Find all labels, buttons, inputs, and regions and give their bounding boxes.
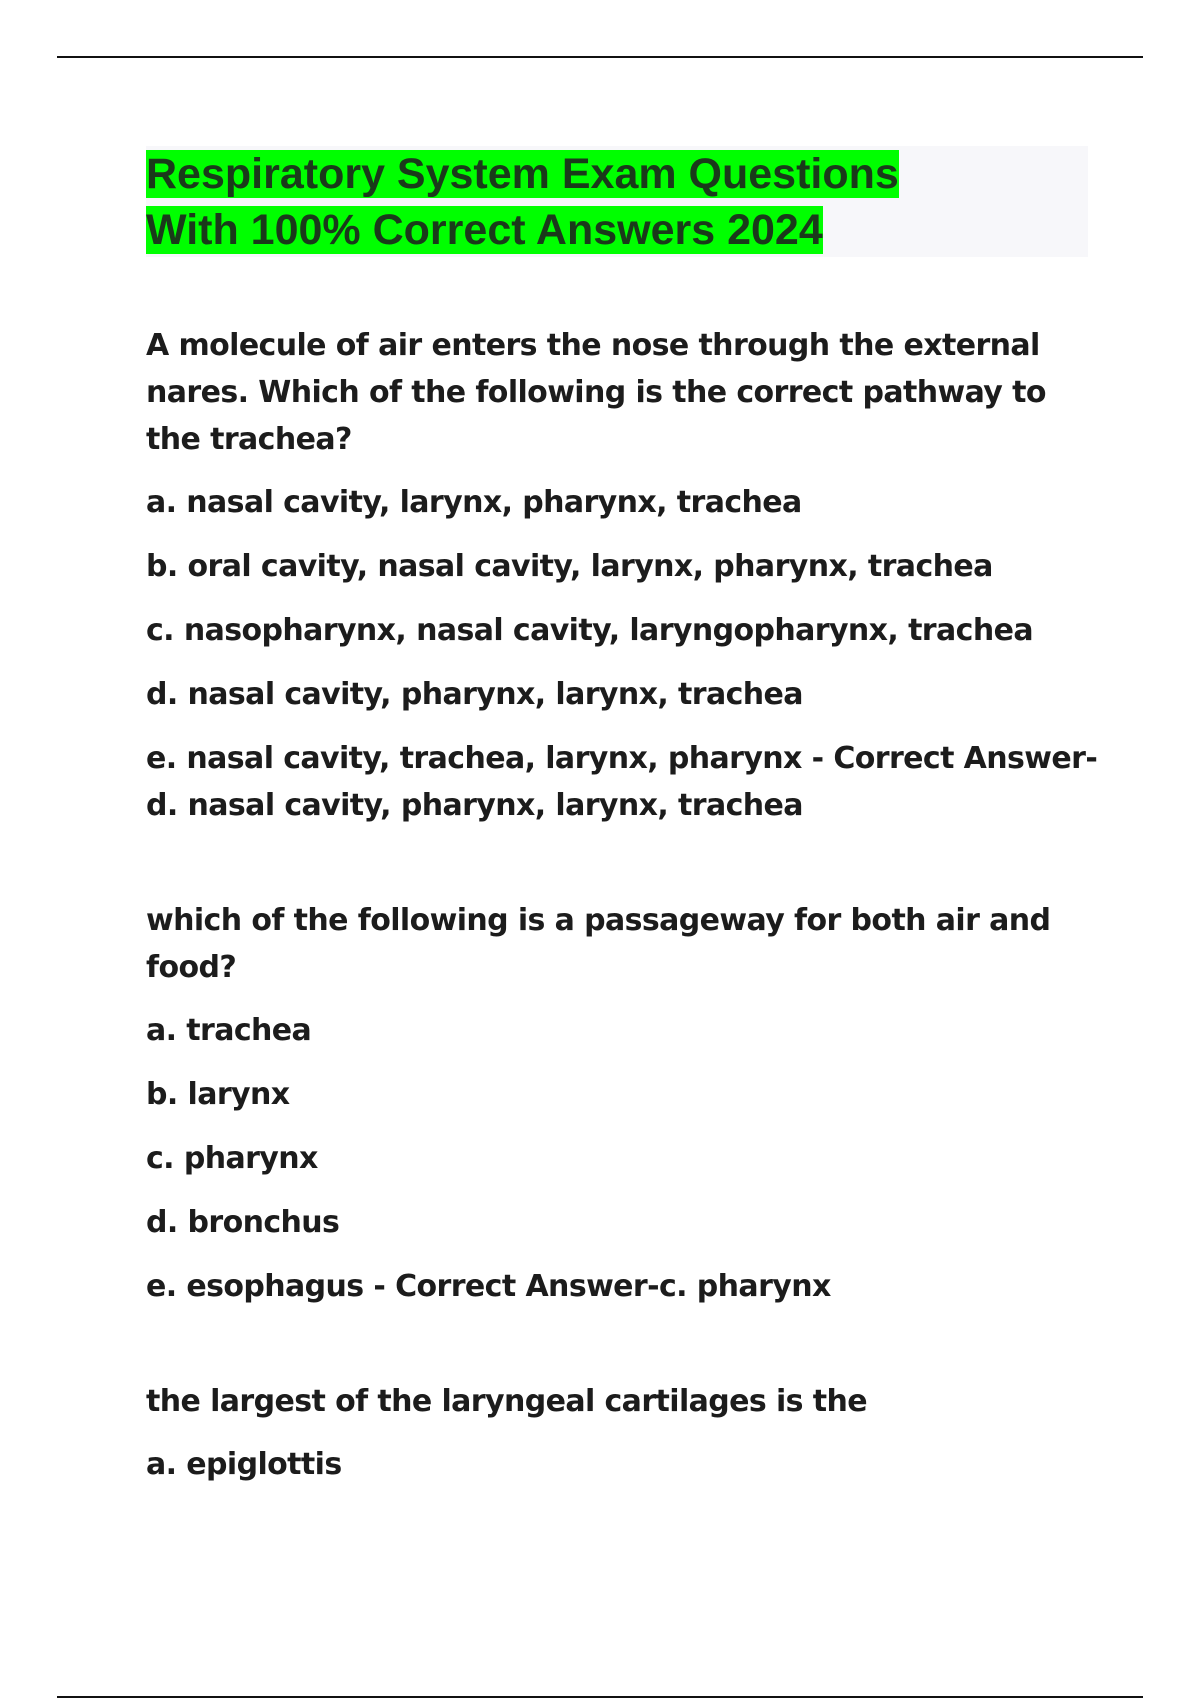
answer-option: e. esophagus - Correct Answer-c. pharynx (146, 1269, 831, 1304)
answer-option: b. oral cavity, nasal cavity, larynx, pharynx, trachea (146, 549, 993, 584)
bottom-divider (57, 1696, 1143, 1698)
questions-list (146, 322, 1106, 1556)
question-prompt: which of the following is a passageway for both air and food? (146, 903, 1051, 985)
answer-option: c. nasopharynx, nasal cavity, laryngopharynx, trachea (146, 613, 1033, 648)
question-prompt: the largest of the laryngeal cartilages is the (146, 1384, 868, 1419)
answer-option: a. nasal cavity, larynx, pharynx, trachea (146, 485, 802, 520)
document-title (146, 146, 1088, 258)
question-prompt: A molecule of air enters the nose through the external nares. Which of the following is the correct pathway to the trachea? (146, 328, 1046, 457)
answer-option: a. epiglottis (146, 1447, 342, 1482)
title-line-1: Respiratory System Exam Questions (146, 150, 899, 198)
title-line-2: With 100% Correct Answers 2024 (146, 206, 823, 254)
answer-option: b. larynx (146, 1077, 290, 1112)
title-block (146, 146, 1088, 257)
answer-option: c. pharynx (146, 1141, 318, 1176)
answer-option: e. nasal cavity, trachea, larynx, pharynx - Correct Answer-d. nasal cavity, pharynx, larynx, trachea (146, 741, 1098, 823)
answer-option: a. trachea (146, 1013, 312, 1048)
question-block (146, 1378, 1106, 1488)
question-block (146, 322, 1106, 829)
top-divider (57, 56, 1143, 58)
answer-option: d. bronchus (146, 1205, 340, 1240)
question-block (146, 897, 1106, 1310)
answer-option: d. nasal cavity, pharynx, larynx, trachea (146, 677, 803, 712)
